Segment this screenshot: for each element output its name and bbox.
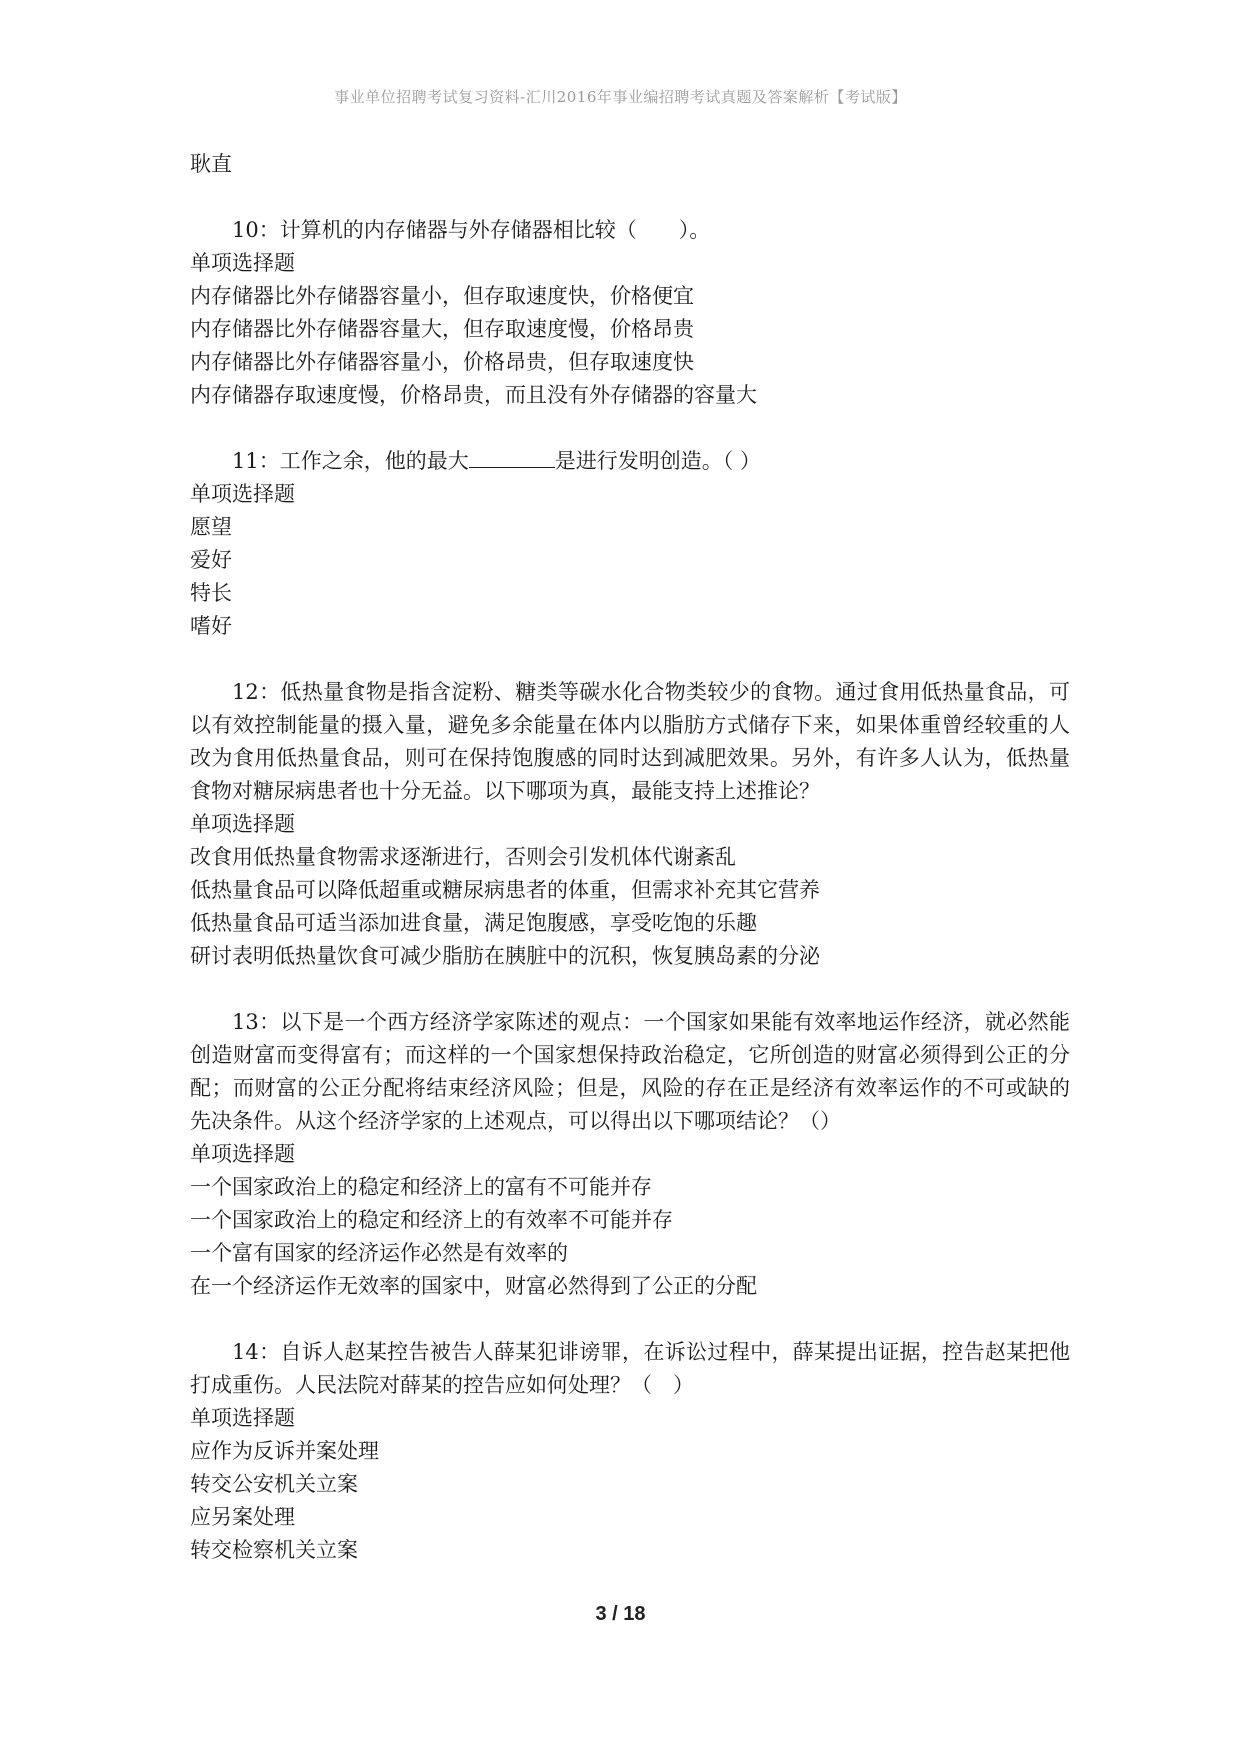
option: 一个富有国家的经济运作必然是有效率的 (190, 1241, 568, 1265)
question-type: 单项选择题 (190, 812, 295, 836)
document-header: 事业单位招聘考试复习资料-汇川2016年事业编招聘考试真题及答案解析【考试版】 (334, 88, 907, 106)
option: 内存储器存取速度慢，价格昂贵，而且没有外存储器的容量大 (190, 383, 757, 407)
question-text: 13：以下是一个西方经济学家陈述的观点：一个国家如果能有效率地运作经济，就必然能创造财富而变得富有；而这样的一个国家想保持政治稳定，它所创造的财富必须得到公正的分配；而财富的公正分配将结束经济风险；但是，风险的存在正是经济有效率运作的不可或缺的先决条件。从这个经济学家的上述观点，可以得出以下哪项结论？（） (190, 1010, 1070, 1133)
question-type: 单项选择题 (190, 1406, 295, 1430)
question-text-before: 11：工作之余，他的最大 (232, 449, 469, 473)
option: 改食用低热量食物需求逐渐进行，否则会引发机体代谢紊乱 (190, 845, 736, 869)
question-10 (190, 214, 1070, 412)
option: 低热量食品可以降低超重或糖尿病患者的体重，但需求补充其它营养 (190, 878, 820, 902)
option: 爱好 (190, 548, 232, 572)
question-text (190, 445, 1070, 478)
fill-blank (469, 449, 555, 468)
question-type: 单项选择题 (190, 482, 295, 506)
question-11 (190, 445, 1070, 643)
option: 内存储器比外存储器容量小，价格昂贵，但存取速度快 (190, 350, 694, 374)
question-13 (190, 1006, 1070, 1303)
option: 特长 (190, 581, 232, 605)
option: 一个国家政治上的稳定和经济上的有效率不可能并存 (190, 1208, 673, 1232)
option: 一个国家政治上的稳定和经济上的富有不可能并存 (190, 1175, 652, 1199)
top-fragment: 耿直 (190, 152, 232, 176)
option: 应另案处理 (190, 1505, 295, 1529)
option: 低热量食品可适当添加进食量，满足饱腹感，享受吃饱的乐趣 (190, 911, 757, 935)
question-text: 12：低热量食物是指含淀粉、糖类等碳水化合物类较少的食物。通过食用低热量食品，可以有效控制能量的摄入量，避免多余能量在体内以脂肪方式储存下来，如果体重曾经较重的人改为食用低热量食品，则可在保持饱腹感的同时达到减肥效果。另外，有许多人认为，低热量食物对糖尿病患者也十分无益。以下哪项为真，最能支持上述推论？ (190, 680, 1070, 803)
question-text: 14：自诉人赵某控告被告人薛某犯诽谤罪，在诉讼过程中，薛某提出证据，控告赵某把他打成重伤。人民法院对薛某的控告应如何处理？（ ） (190, 1340, 1070, 1397)
option: 内存储器比外存储器容量小，但存取速度快，价格便宜 (190, 284, 694, 308)
option: 转交检察机关立案 (190, 1538, 358, 1562)
option: 在一个经济运作无效率的国家中，财富必然得到了公正的分配 (190, 1274, 757, 1298)
page-number: 3 / 18 (595, 1603, 646, 1625)
option: 内存储器比外存储器容量大，但存取速度慢，价格昂贵 (190, 317, 694, 341)
question-text-after: 是进行发明创造。（ ） (554, 449, 761, 473)
option: 应作为反诉并案处理 (190, 1439, 379, 1463)
option: 研讨表明低热量饮食可减少脂肪在胰脏中的沉积，恢复胰岛素的分泌 (190, 944, 820, 968)
question-type: 单项选择题 (190, 251, 295, 275)
question-14 (190, 1336, 1070, 1567)
option: 嗜好 (190, 614, 232, 638)
question-text: 10：计算机的内存储器与外存储器相比较（ ）。 (232, 218, 711, 242)
option: 愿望 (190, 515, 232, 539)
option: 转交公安机关立案 (190, 1472, 358, 1496)
question-type: 单项选择题 (190, 1142, 295, 1166)
question-12 (190, 676, 1070, 973)
document-body (190, 148, 1070, 1567)
